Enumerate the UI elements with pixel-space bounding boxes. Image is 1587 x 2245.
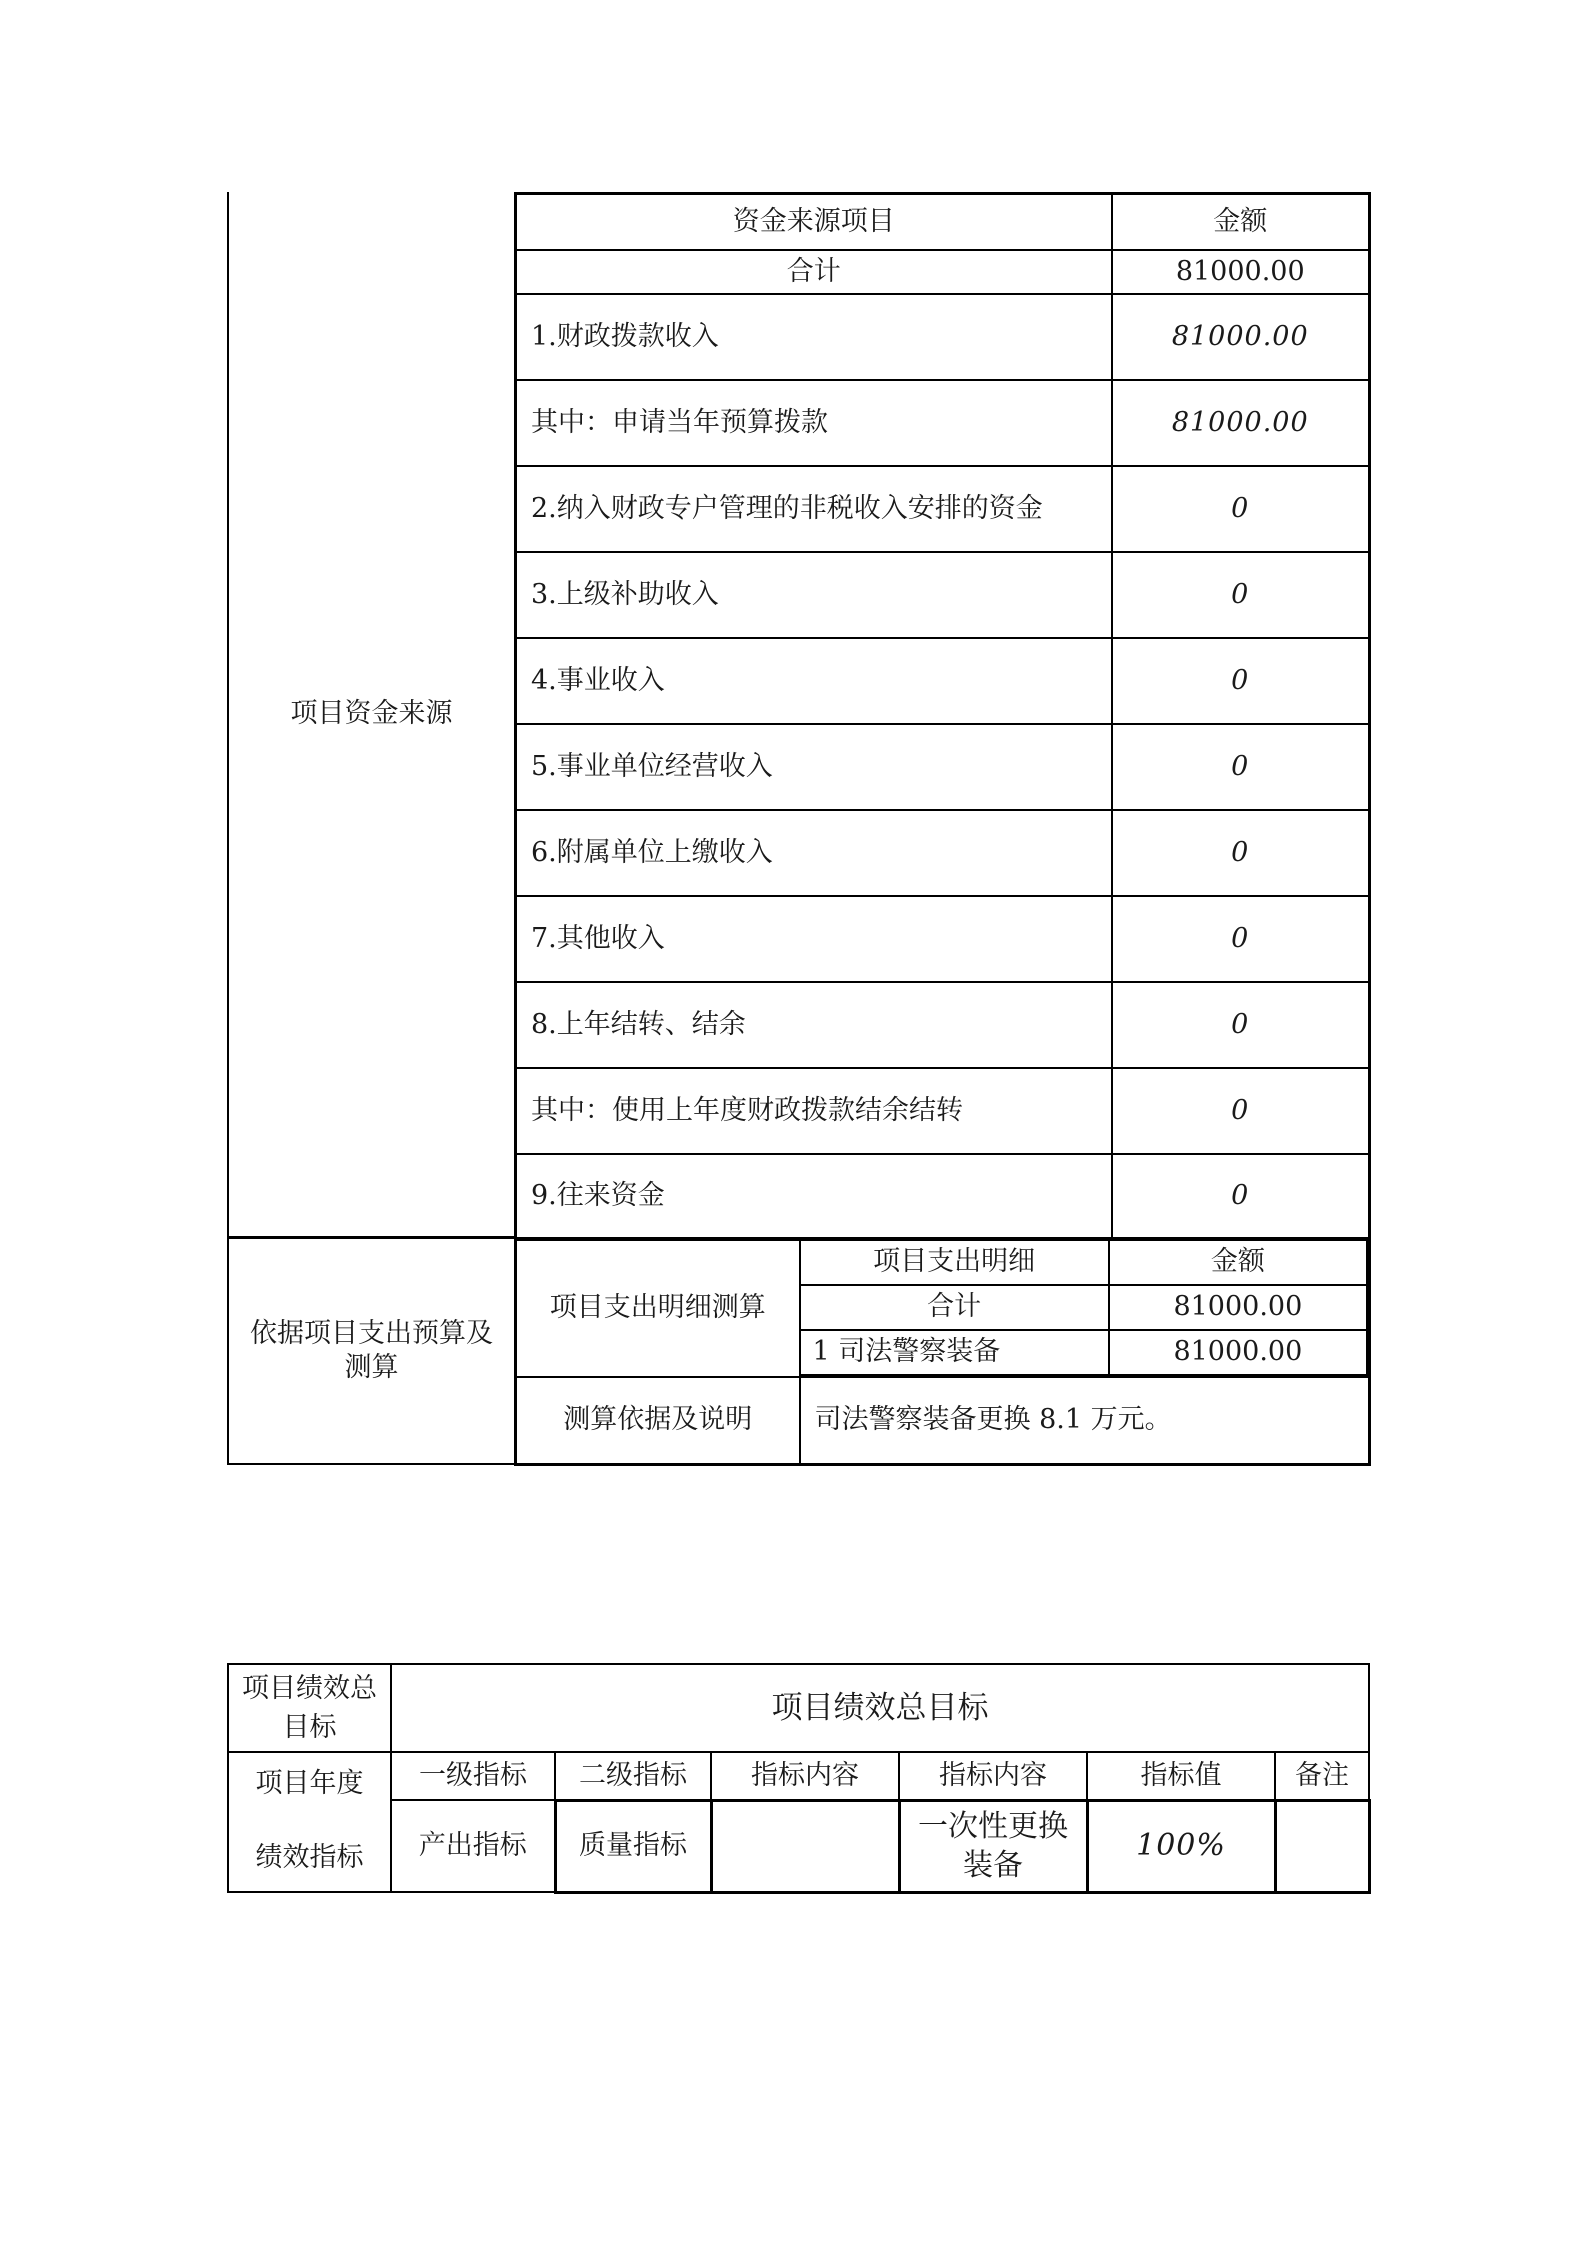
table-row (516, 294, 1370, 380)
funding-row-label: 4.事业收入 (516, 638, 1112, 724)
budget-detail-cell (800, 1239, 1370, 1377)
performance-header: 备注 (1275, 1752, 1369, 1800)
funding-row-label: 7.其他收入 (516, 896, 1112, 982)
performance-goal-label: 项目绩效总目标 (228, 1664, 391, 1752)
funding-row-label: 2.纳入财政专户管理的非税收入安排的资金 (516, 466, 1112, 552)
budget-total-row (801, 1285, 1368, 1330)
performance-header: 一级指标 (391, 1752, 555, 1800)
funding-left-col (227, 192, 516, 1238)
funding-header-item: 资金来源项目 (516, 194, 1112, 250)
table-row (516, 552, 1370, 638)
table-row (516, 1154, 1370, 1240)
performance-level2: 质量指标 (555, 1800, 711, 1892)
performance-header: 指标内容 (899, 1752, 1087, 1800)
funding-row-amount: 81000.00 (1112, 294, 1370, 380)
funding-row-amount: 0 (1112, 724, 1370, 810)
funding-header-row (516, 194, 1370, 250)
budget-row-label: 1 司法警察装备 (801, 1330, 1109, 1375)
performance-year-indicator-cell (228, 1752, 391, 1892)
budget-total-amount: 81000.00 (1109, 1285, 1367, 1330)
funding-row-label: 9.往来资金 (516, 1154, 1112, 1240)
performance-level1: 产出指标 (391, 1800, 555, 1892)
table-row (516, 982, 1370, 1068)
budget-left-col (227, 1237, 516, 1465)
table-row (801, 1330, 1368, 1375)
budget-table (514, 1237, 1371, 1466)
budget-detail-label: 项目支出明细测算 (516, 1239, 800, 1377)
performance-goal-row (228, 1664, 1369, 1752)
funding-section-label: 项目资金来源 (228, 192, 515, 1237)
performance-note (1275, 1800, 1369, 1892)
funding-row-amount: 0 (1112, 982, 1370, 1068)
funding-row-amount: 0 (1112, 1154, 1370, 1240)
table-row (516, 1068, 1370, 1154)
funding-row-label: 8.上年结转、结余 (516, 982, 1112, 1068)
performance-table (227, 1663, 1371, 1894)
performance-goal-title: 项目绩效总目标 (391, 1664, 1369, 1752)
funding-row-label: 其中：申请当年预算拨款 (516, 380, 1112, 466)
performance-indicator-label: 绩效指标 (255, 1841, 364, 1873)
table-row (516, 466, 1370, 552)
table-row (516, 638, 1370, 724)
table-row (516, 896, 1370, 982)
budget-header-item: 项目支出明细 (801, 1240, 1109, 1285)
table-row (516, 724, 1370, 810)
budget-section-label: 依据项目支出预算及测算 (228, 1238, 515, 1464)
budget-row-amount: 81000.00 (1109, 1330, 1367, 1375)
funding-row-label: 其中：使用上年度财政拨款结余结转 (516, 1068, 1112, 1154)
budget-basis-label: 测算依据及说明 (516, 1377, 800, 1465)
funding-row-amount: 81000.00 (1112, 380, 1370, 466)
performance-content2: 一次性更换装备 (899, 1800, 1087, 1892)
funding-row-amount: 0 (1112, 638, 1370, 724)
budget-header-row (801, 1240, 1368, 1285)
performance-header: 指标内容 (711, 1752, 899, 1800)
performance-value: 100% (1087, 1800, 1275, 1892)
funding-row-amount: 0 (1112, 552, 1370, 638)
funding-row-label: 6.附属单位上缴收入 (516, 810, 1112, 896)
performance-header-row (228, 1752, 1369, 1800)
budget-basis-text: 司法警察装备更换 8.1 万元。 (800, 1377, 1370, 1465)
performance-content1 (711, 1800, 899, 1892)
budget-total-label: 合计 (801, 1285, 1109, 1330)
funding-total-label: 合计 (516, 250, 1112, 294)
funding-total-amount: 81000.00 (1112, 250, 1370, 294)
funding-table (514, 192, 1371, 1241)
funding-row-label: 5.事业单位经营收入 (516, 724, 1112, 810)
performance-year-label: 项目年度 (255, 1768, 364, 1799)
funding-total-row (516, 250, 1370, 294)
funding-header-amount: 金额 (1112, 194, 1370, 250)
funding-row-label: 3.上级补助收入 (516, 552, 1112, 638)
table-row (516, 810, 1370, 896)
funding-row-amount: 0 (1112, 896, 1370, 982)
performance-header: 二级指标 (555, 1752, 711, 1800)
budget-header-amount: 金额 (1109, 1240, 1367, 1285)
funding-row-amount: 0 (1112, 466, 1370, 552)
table-row (228, 1800, 1369, 1892)
performance-header: 指标值 (1087, 1752, 1275, 1800)
funding-row-amount: 0 (1112, 810, 1370, 896)
budget-detail-table (801, 1240, 1369, 1376)
funding-row-amount: 0 (1112, 1068, 1370, 1154)
table-row (516, 380, 1370, 466)
funding-row-label: 1.财政拨款收入 (516, 294, 1112, 380)
